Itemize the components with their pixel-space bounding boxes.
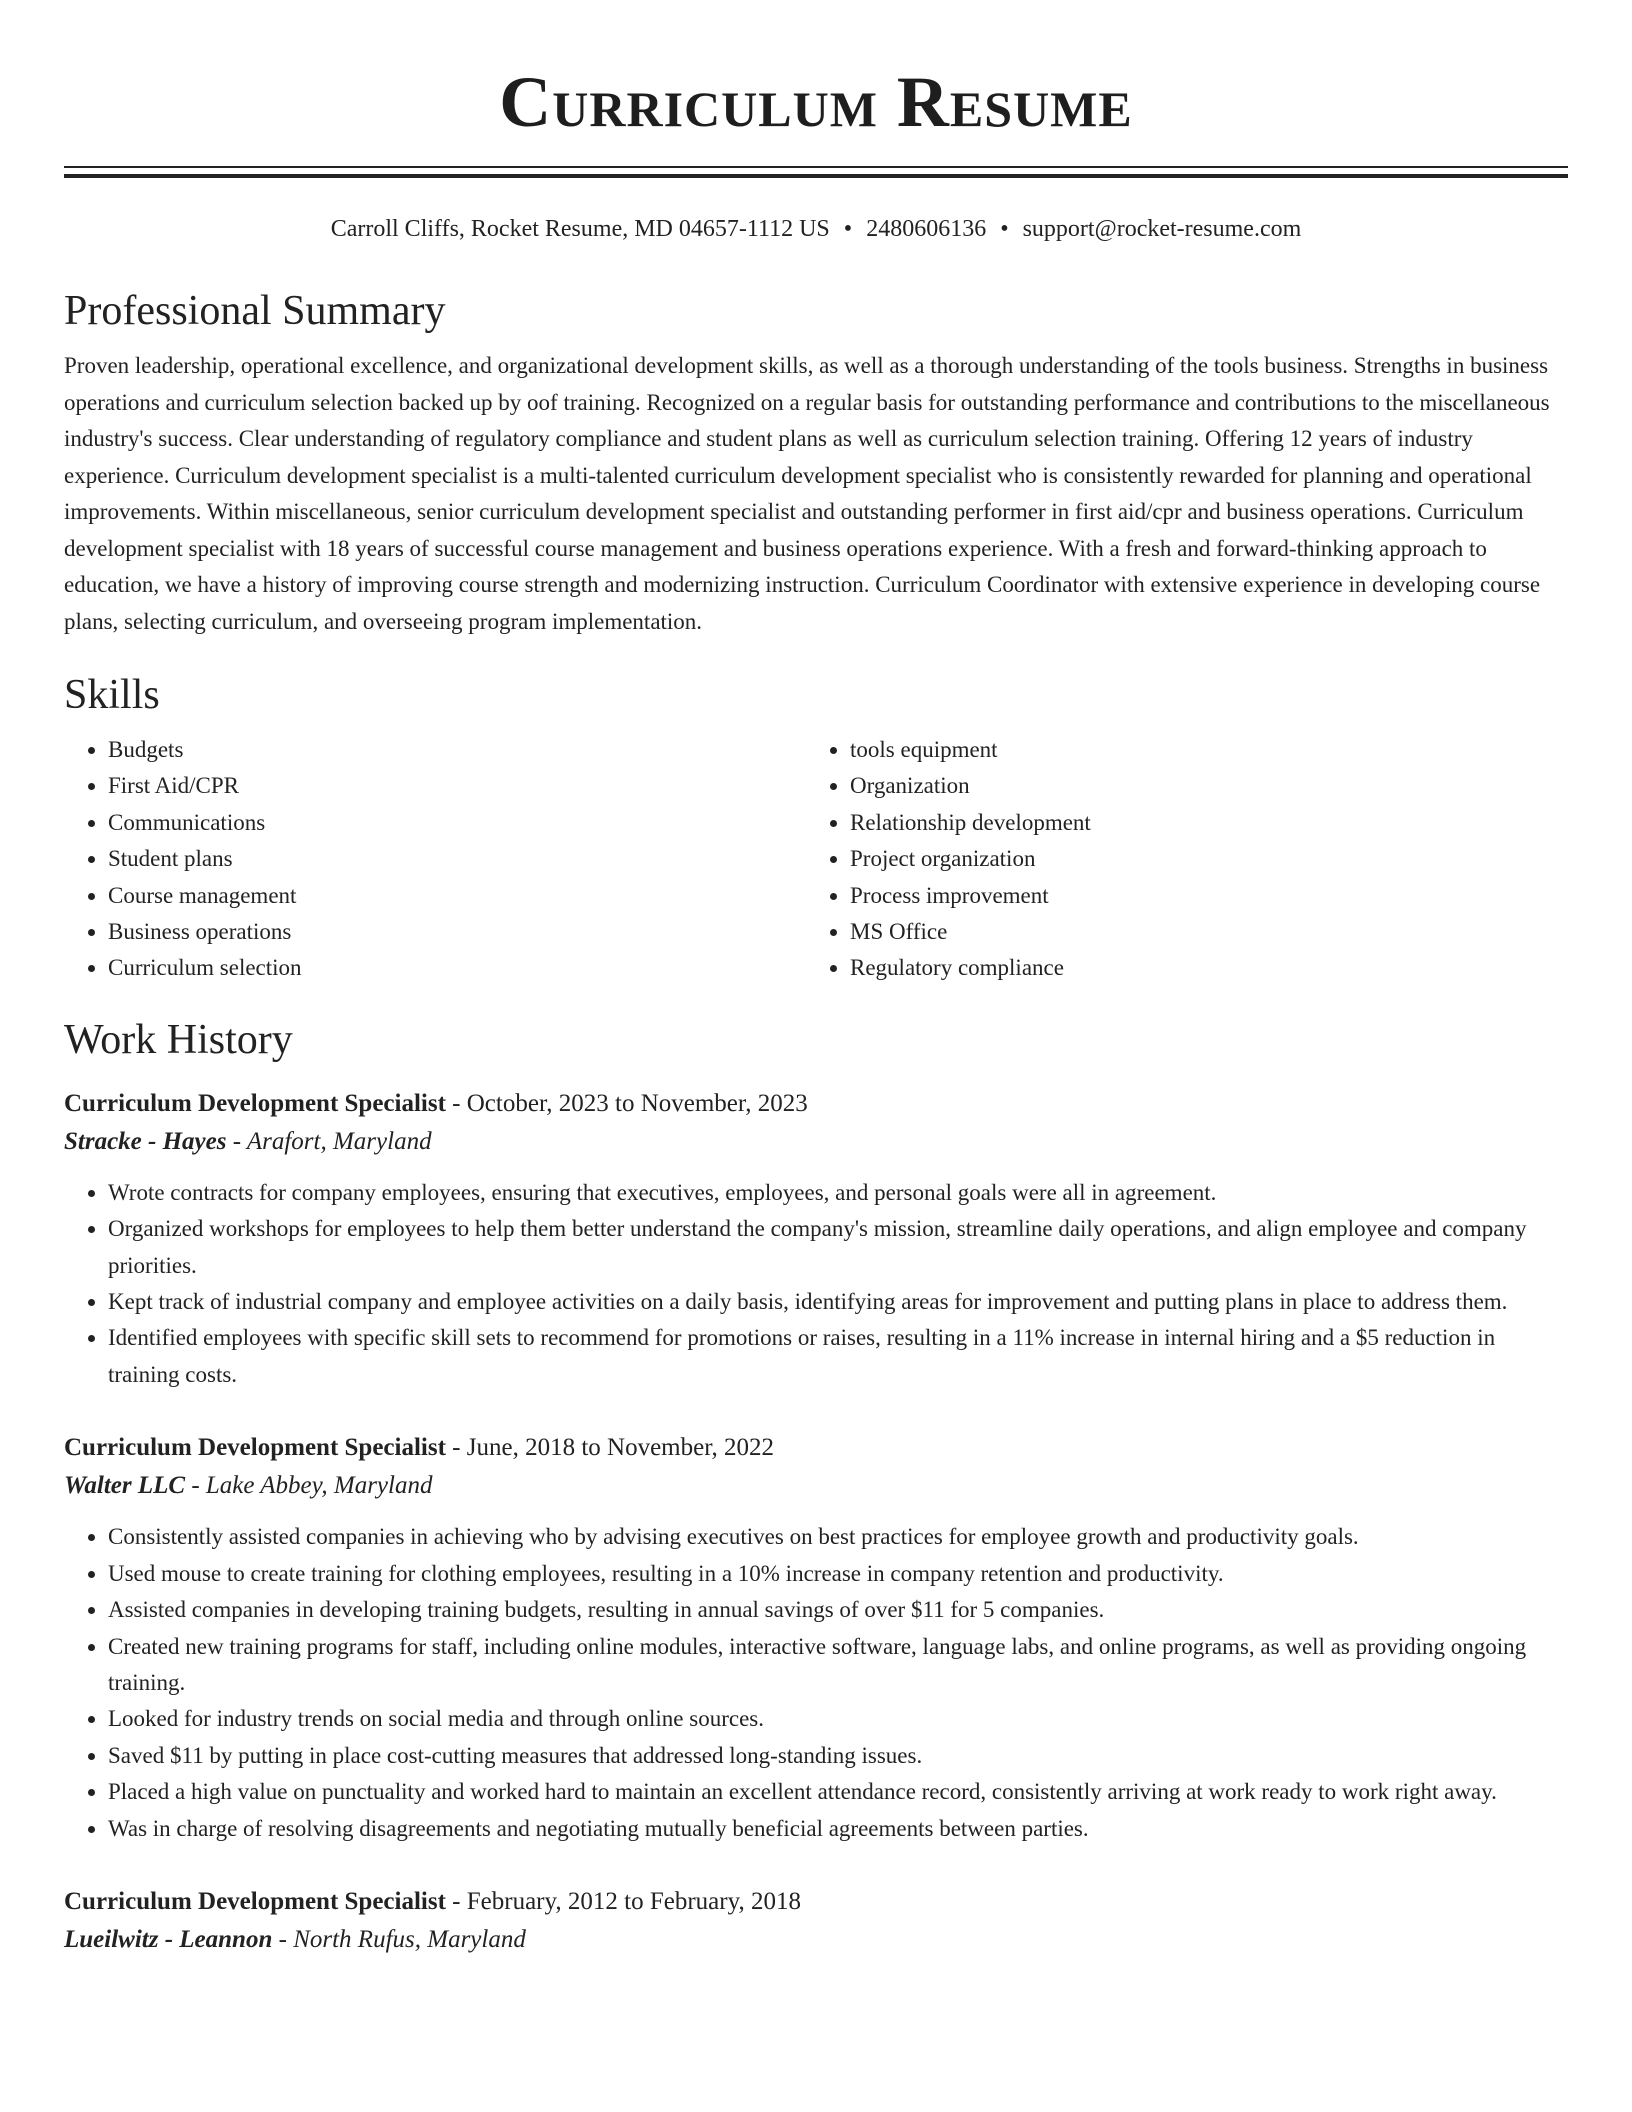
job-dates: October, 2023 to November, 2023 [466, 1089, 808, 1117]
skill-item: • Communications [108, 805, 806, 841]
job-bullet: • Assisted companies in developing training budgets, resulting in annual savings of over $11 for 5 companies. [108, 1592, 1568, 1628]
job-bullet: • Identified employees with specific skill sets to recommend for promotions or raises, resulting in a 11% increase in internal hiring and a $5 reduction in training costs. [108, 1320, 1568, 1393]
job-bullet: • Saved $11 by putting in place cost-cutting measures that addressed long-standing issues. [108, 1738, 1568, 1774]
job-title: Curriculum Development Specialist [64, 1887, 446, 1915]
skill-item: • Organization [850, 768, 1548, 804]
skills-column-left [64, 732, 806, 987]
job-bullet: • Placed a high value on punctuality and worked hard to maintain an excellent attendance record, consistently arriving at work ready to work right away. [108, 1774, 1568, 1810]
skill-item: • MS Office [850, 914, 1548, 950]
skill-item: • Business operations [108, 914, 806, 950]
skill-item: • Regulatory compliance [850, 950, 1548, 986]
job-dates: June, 2018 to November, 2022 [466, 1434, 775, 1462]
job-bullet: • Was in charge of resolving disagreements and negotiating mutually beneficial agreements between parties. [108, 1811, 1568, 1847]
skill-item: • Student plans [108, 841, 806, 877]
job-bullet: • Kept track of industrial company and employee activities on a daily basis, identifying areas for improvement and putting plans in place to address them. [108, 1284, 1568, 1320]
job-title-line [64, 1085, 1568, 1123]
job-entry [64, 1883, 1568, 1959]
skill-item: • Relationship development [850, 805, 1548, 841]
job-dash: - [452, 1887, 461, 1915]
skill-item: • Process improvement [850, 878, 1548, 914]
job-location: Lake Abbey, Maryland [205, 1472, 433, 1500]
work-history-heading: Work History [64, 1016, 293, 1063]
skill-item: • Course management [108, 878, 806, 914]
job-dash: - [452, 1089, 461, 1117]
job-bullet: • Wrote contracts for company employees, ensuring that executives, employees, and personal goals were all in agreement. [108, 1175, 1568, 1211]
skill-item: • Curriculum selection [108, 950, 806, 986]
job-title-line [64, 1429, 1568, 1467]
contact-line [64, 212, 1568, 246]
job-dash: - [452, 1434, 461, 1462]
job-employer-line [64, 1467, 1568, 1505]
skill-item: • tools equipment [850, 732, 1548, 768]
contact-email: support@rocket-resume.com [1022, 216, 1302, 242]
job-employer-line [64, 1123, 1568, 1161]
contact-phone: 2480606136 [866, 216, 987, 242]
summary-heading: Professional Summary [64, 288, 446, 334]
contact-separator: • [1000, 216, 1009, 242]
skills-heading: Skills [64, 672, 160, 718]
job-employer: Lueilwitz - Leannon [64, 1925, 273, 1953]
job-bullet: • Looked for industry trends on social media and through online sources. [108, 1701, 1568, 1737]
title-divider [64, 166, 1568, 178]
job-dash: - [278, 1925, 287, 1953]
skill-item: • First Aid/CPR [108, 768, 806, 804]
job-employer: Walter LLC [64, 1472, 186, 1500]
job-location: North Rufus, Maryland [293, 1925, 526, 1953]
skill-item: • Budgets [108, 732, 806, 768]
job-bullet: • Created new training programs for staff, including online modules, interactive software, language labs, and online programs, as well as providing ongoing training. [108, 1629, 1568, 1702]
job-title-line [64, 1883, 1568, 1921]
job-title: Curriculum Development Specialist [64, 1089, 446, 1117]
job-dates: February, 2012 to February, 2018 [466, 1887, 801, 1915]
skills-list [64, 732, 1568, 987]
job-entry [64, 1085, 1568, 1393]
job-dash: - [232, 1127, 242, 1155]
job-title: Curriculum Development Specialist [64, 1434, 446, 1462]
job-location: Arafort, Maryland [246, 1127, 432, 1155]
contact-address: Carroll Cliffs, Rocket Resume, MD 04657-1112 US [330, 216, 830, 242]
summary-text: Proven leadership, operational excellence, and organizational development skills, as well as a thorough understanding of the tools business. Strengths in business operations and curriculum selection backed up by oof training. Recognized on a regular basis for outstanding performance and contributions to the miscellaneous industry's success. Clear understanding of regulatory compliance and student plans as well as curriculum selection training. Offering 12 years of industry experience. Curriculum development specialist is a multi-talented curriculum development specialist who is consistently rewarded for planning and operational improvements. Within miscellaneous, senior curriculum development specialist and outstanding performer in first aid/cpr and business operations. Curriculum development specialist with 18 years of successful course management and business operations experience. With a fresh and forward-thinking approach to education, we have a history of improving course strength and modernizing instruction. Curriculum Coordinator with extensive experience in developing course plans, selecting curriculum, and overseeing program implementation. [64, 353, 1550, 634]
job-bullet: • Organized workshops for employees to help them better understand the company's mission, streamline daily operations, and align employee and company priorities. [108, 1211, 1568, 1284]
skills-column-right [806, 732, 1548, 987]
job-entry [64, 1429, 1568, 1847]
job-dash: - [191, 1472, 200, 1500]
job-employer: Stracke - Hayes [64, 1127, 227, 1155]
job-employer-line [64, 1921, 1568, 1959]
job-bullets [64, 1519, 1568, 1847]
job-bullet: • Used mouse to create training for clothing employees, resulting in a 10% increase in company retention and productivity. [108, 1556, 1568, 1592]
job-bullets [64, 1175, 1568, 1393]
contact-separator: • [843, 216, 853, 242]
resume-title: Curriculum Resume [499, 62, 1133, 142]
job-bullet: • Consistently assisted companies in achieving who by advising executives on best practices for employee growth and productivity goals. [108, 1519, 1568, 1555]
skill-item: • Project organization [850, 841, 1548, 877]
